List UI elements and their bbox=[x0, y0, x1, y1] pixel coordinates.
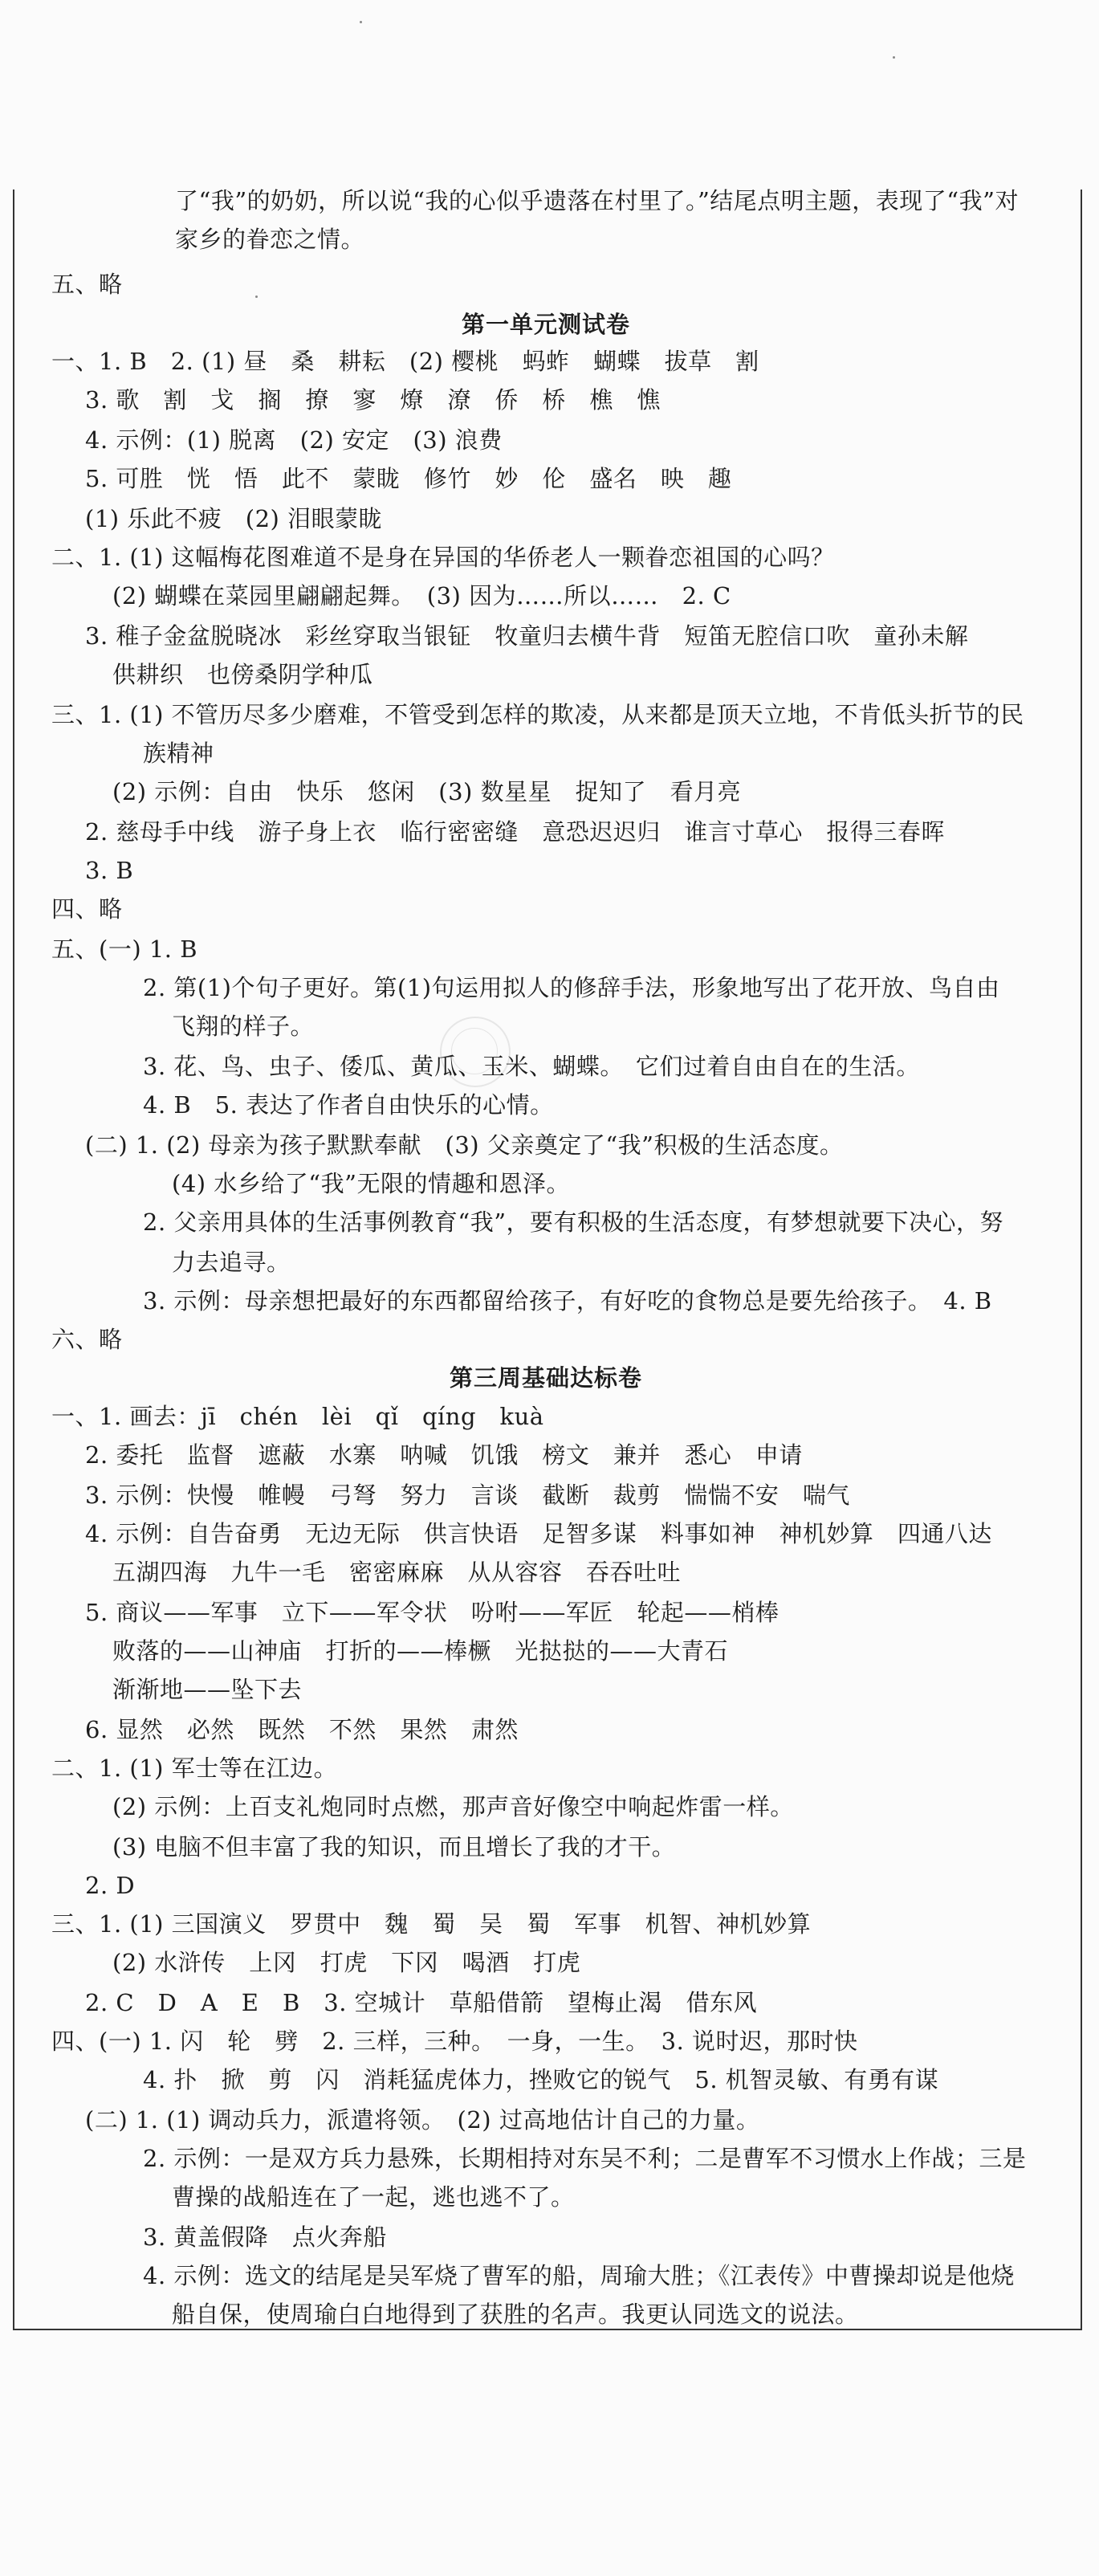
answer-line: 一、1. B 2. (1) 昼 桑 耕耘 (2) 樱桃 蚂蚱 蝴蝶 拔草 割 bbox=[51, 348, 759, 375]
right-margin-rule bbox=[1081, 190, 1082, 2329]
answer-line: 2. 慈母手中线 游子身上衣 临行密密缝 意恐迟迟归 谁言寸草心 报得三春晖 bbox=[85, 818, 945, 846]
answer-line: 家乡的眷恋之情。 bbox=[175, 226, 365, 253]
answer-line: 4. 扑 掀 剪 闪 消耗猛虎体力，挫败它的锐气 5. 机智灵敏、有勇有谋 bbox=[143, 2066, 939, 2093]
answer-line: 渐渐地——坠下去 bbox=[112, 1676, 303, 1703]
left-margin-rule bbox=[13, 190, 14, 2329]
answer-line: 族精神 bbox=[143, 740, 214, 767]
answer-line: (2) 示例：自由 快乐 悠闲 (3) 数星星 捉知了 看月亮 bbox=[112, 778, 742, 805]
answer-line: 4. 示例：自告奋勇 无边无际 供言快语 足智多谋 料事如神 神机妙算 四通八达 bbox=[85, 1520, 992, 1547]
answer-line: (二) 1. (2) 母亲为孩子默默奉献 (3) 父亲奠定了“我”积极的生活态度。 bbox=[85, 1131, 844, 1159]
answer-line: 2. C D A E B 3. 空城计 草船借箭 望梅止渴 借东风 bbox=[85, 1989, 758, 2016]
answer-line: 三、1. (1) 三国演义 罗贯中 魏 蜀 吴 蜀 军事 机智、神机妙算 bbox=[51, 1910, 812, 1938]
answer-line: 供耕织 也傍桑阴学种瓜 bbox=[112, 661, 373, 688]
answer-line: 了“我”的奶奶，所以说“我的心似乎遗落在村里了。”结尾点明主题，表现了“我”对 bbox=[175, 187, 1019, 214]
answer-line: 3. B bbox=[85, 857, 134, 884]
answer-line: 2. 示例：一是双方兵力悬殊，长期相持对东吴不利；二是曹军不习惯水上作战；三是 bbox=[143, 2145, 1027, 2172]
scan-speck bbox=[360, 21, 362, 23]
answer-line: (3) 电脑不但丰富了我的知识，而且增长了我的才干。 bbox=[112, 1833, 676, 1861]
answer-line: 3. 示例：快慢 帷幔 弓弩 努力 言谈 截断 裁剪 惴惴不安 喘气 bbox=[85, 1482, 850, 1509]
answer-line: 五、略 bbox=[51, 271, 123, 298]
answer-line: 3. 稚子金盆脱晓冰 彩丝穿取当银钲 牧童归去横牛背 短笛无腔信口吹 童孙未解 bbox=[85, 622, 969, 650]
answer-line: 五湖四海 九牛一毛 密密麻麻 从从容容 吞吞吐吐 bbox=[112, 1559, 682, 1586]
answer-line: (二) 1. (1) 调动兵力，派遣将领。 (2) 过高地估计自己的力量。 bbox=[85, 2106, 760, 2134]
answer-line: 败落的——山神庙 打折的——棒橛 光挞挞的——大青石 bbox=[112, 1637, 729, 1665]
answer-line: 曹操的战船连在了一起，逃也逃不了。 bbox=[172, 2183, 575, 2211]
answer-line: 船自保，使周瑜白白地得到了获胜的名声。我更认同选文的说法。 bbox=[172, 2301, 859, 2328]
answer-line: 六、略 bbox=[51, 1326, 123, 1353]
answer-line: 2. D bbox=[85, 1872, 136, 1899]
answer-line: (2) 水浒传 上冈 打虎 下冈 喝酒 打虎 bbox=[112, 1949, 581, 1976]
answer-line: 6. 显然 必然 既然 不然 果然 肃然 bbox=[85, 1716, 519, 1743]
answer-line: 二、1. (1) 军士等在江边。 bbox=[51, 1755, 338, 1782]
scan-speck bbox=[893, 56, 895, 59]
answer-line: 3. 黄盖假降 点火奔船 bbox=[143, 2223, 387, 2251]
section-title: 第一单元测试卷 bbox=[462, 311, 631, 338]
answer-line: 5. 商议——军事 立下——军令状 吩咐——军匠 轮起——梢棒 bbox=[85, 1599, 779, 1626]
answer-line: (2) 蝴蝶在菜园里翩翩起舞。 (3) 因为……所以…… 2. C bbox=[112, 582, 731, 609]
answer-line: (2) 示例：上百支礼炮同时点燃，那声音好像空中响起炸雷一样。 bbox=[112, 1793, 794, 1820]
answer-line: 飞翔的样子。 bbox=[172, 1013, 315, 1040]
answer-line: 四、(一) 1. 闪 轮 劈 2. 三样，三种。 一身，一生。 3. 说时迟，那时快 bbox=[51, 2028, 858, 2055]
answer-line: 2. 第(1)个句子更好。第(1)句运用拟人的修辞手法，形象地写出了花开放、鸟自由 bbox=[143, 974, 1000, 1001]
answer-line: 四、略 bbox=[51, 895, 123, 923]
answer-line: (4) 水乡给了“我”无限的情趣和恩泽。 bbox=[172, 1170, 570, 1197]
answer-line: 力去追寻。 bbox=[172, 1249, 291, 1276]
answer-line: 3. 示例：母亲想把最好的东西都留给孩子，有好吃的食物总是要先给孩子。 4. B bbox=[143, 1287, 992, 1314]
answer-line: (1) 乐此不疲 (2) 泪眼蒙眬 bbox=[85, 505, 383, 532]
section-title: 第三周基础达标卷 bbox=[450, 1364, 643, 1392]
answer-line: 2. 委托 监督 遮蔽 水寨 呐喊 饥饿 榜文 兼并 悉心 申请 bbox=[85, 1441, 803, 1469]
answer-line: 4. 示例：(1) 脱离 (2) 安定 (3) 浪费 bbox=[85, 426, 503, 454]
answer-line: 4. B 5. 表达了作者自由快乐的心情。 bbox=[143, 1091, 554, 1119]
answer-line: 五、(一) 1. B bbox=[51, 935, 198, 963]
answer-line: 2. 父亲用具体的生活事例教育“我”，要有积极的生活态度，有梦想就要下决心，努 bbox=[143, 1209, 1004, 1236]
answer-line: 3. 花、鸟、虫子、倭瓜、黄瓜、玉米、蝴蝶。 它们过着自由自在的生活。 bbox=[143, 1053, 920, 1080]
answer-line: 5. 可胜 恍 悟 此不 蒙眬 修竹 妙 伦 盛名 映 趣 bbox=[85, 465, 732, 492]
answer-line: 二、1. (1) 这幅梅花图难道不是身在异国的华侨老人一颗眷恋祖国的心吗？ bbox=[51, 544, 835, 571]
answer-line: 三、1. (1) 不管历尽多少磨难，不管受到怎样的欺凌，从来都是顶天立地，不肯低头折节的民 bbox=[51, 701, 1024, 728]
answer-line: 4. 示例：选文的结尾是吴军烧了曹军的船，周瑜大胜；《江表传》中曹操却说是他烧 bbox=[143, 2262, 1015, 2289]
answer-line: 一、1. 画去：jī chén lèi qǐ qíng kuà bbox=[51, 1403, 544, 1430]
scan-speck bbox=[255, 296, 258, 298]
answer-line: 3. 歌 割 戈 搁 撩 寥 燎 潦 侨 桥 樵 憔 bbox=[85, 386, 661, 414]
